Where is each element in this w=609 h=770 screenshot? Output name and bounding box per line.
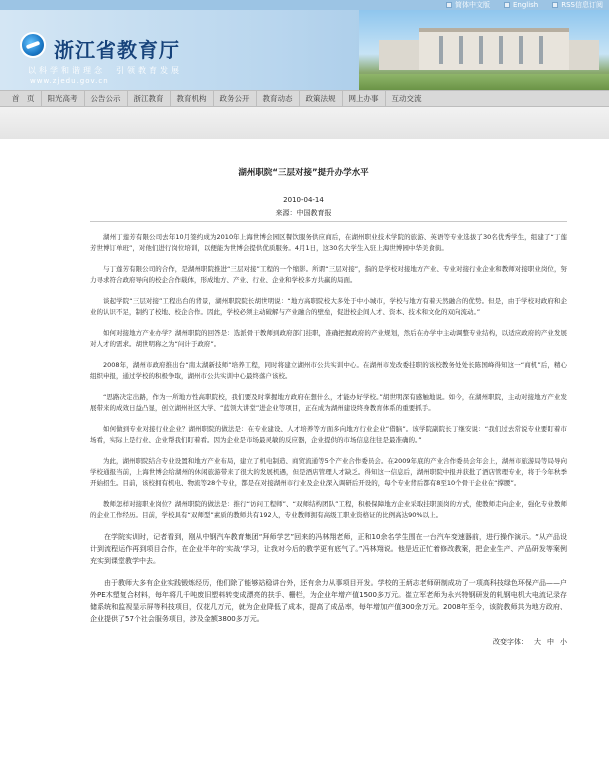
article-paragraph: 由于教师大多有企业实践锻炼经历，他们除了能够站稳讲台外，还有余力从事项目开发。学校的王炳志老师研制成功了一项高科技绿色环保产品——户外PE木塑复合材料，每年将几千吨废旧塑料转变成漂亮的扶手、栅栏，为企业年增产值1500多万元。崔立军老师为永兴特钢研发的轧钢电机大电流记录存储系统和监视显示屏等科技项目，仅花几万元，就为企业降低了成本，提高了成品率，每年增加产值300余万元。2008年至今，该院教师共为地方政府、企业提供了57个社会服务项目，涉及金额3800多万元。: [90, 579, 567, 623]
font-size-large-link[interactable]: 大: [534, 638, 541, 646]
building-window: [439, 36, 443, 64]
site-url: www.zjedu.gov.cn: [30, 77, 109, 85]
article: [0, 166, 609, 646]
top-link-label: RSS信息订阅: [561, 1, 603, 9]
divider: [90, 221, 567, 222]
font-size-small-link[interactable]: 小: [560, 638, 567, 646]
nav-item-institutions[interactable]: 教育机构: [171, 91, 214, 106]
top-link-label: 简体中文版: [454, 1, 490, 9]
site-banner: [0, 10, 609, 90]
rss-icon: [552, 2, 558, 8]
article-paragraph: 教师怎样对接职业岗位？湖州职院的做法是：推行“访问工程师”、“双师结构团队”工程，积极保障地方企业采取挂职顶岗的方式，使教师走向企业，强化专业教师的企业工作经历。目前，学校具有“双师型”素质的教师共有192人，专业教师拥有高级工职业资格证的比例高达90%以上。: [90, 500, 567, 519]
article-source: 来源：中国教育报: [275, 209, 332, 217]
font-size-switcher: [493, 637, 567, 647]
top-links: [446, 0, 603, 10]
article-paragraph: 2008年，湖州市政府推出台“南太湖新技师”培养工程，同时将建立湖州市公共实训中心。在湖州市发改委挂职的该校教务处处长陈国峰得知这一“商机”后，精心组织申报，通过学校的积极争取，湖州市公共实训中心最终落户该校。: [90, 361, 567, 380]
square-icon: [446, 2, 452, 8]
building-window: [539, 36, 543, 64]
building-window: [519, 36, 523, 64]
nav-item-online-services[interactable]: 网上办事: [343, 91, 386, 106]
building-lawn: [359, 74, 609, 90]
font-size-medium-link[interactable]: 中: [547, 638, 554, 646]
nav-item-home[interactable]: 首 页: [6, 91, 42, 106]
content-header-band: [0, 107, 609, 139]
top-link-rss[interactable]: [552, 0, 603, 10]
building-wing: [379, 40, 419, 70]
article-paragraph: 在学院实训时，记者看到，刚从中钢汽车教育集团“拜师学艺”回来的冯林翔老师，正和10余名学生围在一台汽车变速器前，进行操作演示。“从产品设计到流程运作再到项目合作，在企业半年的‘实战’学习，让我对今后的教学更有底气了。”冯林翔说。他是近正忙着修改教案，把企业生产、产品研发等案例充实到课堂教学中去。: [90, 533, 567, 565]
article-paragraph: 与丁莲芳有限公司的合作，是湖州职院推进“三层对接”工程的一个缩影。所谓“三层对接”，指的是学校对接地方产业、专业对接行业企业和教师对接职业岗位，努力寻求符合政府导向的校企合作载体，形成地方、产业、行业、企业和学校多方共赢的局面。: [90, 265, 567, 284]
nav-item-interaction[interactable]: 互动交流: [391, 94, 422, 103]
top-link-simplified-chinese[interactable]: [446, 0, 490, 10]
building-window: [479, 36, 483, 64]
banner-building-photo: [359, 10, 609, 90]
article-paragraph: 为此，湖州职院结合专业设置和地方产业布局，建立了机电制造、商贸流通等5个产业合作委员会。在2009年底的产业合作委员会年会上，湖州市旅游局等局导向学校通报当前，上海世博会给湖州的休闲旅游带来了很大的发展机遇，但是酒店管理人才缺乏。得知这一信息后，湖州职院中报并获批了酒店管理专业，将于今年秋季开始招生。目前，该校拥有机电、物流等28个专业，都是在对接湖州市行业及企业深入调研后开设的，每个专业背后都有8至10个骨干企业在“撑腰”。: [90, 457, 567, 487]
nav-item-government-affairs[interactable]: 政务公开: [214, 91, 257, 106]
nav-item-zhejiang-education[interactable]: 浙江教育: [128, 91, 171, 106]
site-logo[interactable]: [20, 32, 46, 58]
article-paragraph: 谈起学院“三层对接”工程出台的背景，湖州职院院长胡世明说：“地方高职院校大多处于中小城市，学校与地方有着天然融合的优势。但是，由于学校对政府和企业的认识不足，制约了校地、校企合作。因此，学校必须主动破解与产业融合的壁垒，促进校企间人才、资本、技术和文化的双向流动。”: [90, 297, 567, 316]
article-title: 湖州职院“三层对接”提升办学水平: [238, 168, 369, 178]
site-title: 浙江省教育厅: [54, 38, 180, 62]
article-paragraph: 湖州丁莲芳有限公司去年10月签约成为2010年上海世博会园区餐饮服务供应商后，在湖州职业技术学院的旅游、英语等专业选拔了30名优秀学生，组建了“丁莲芳世博订单班”，对他们进行岗位培训，以便能为世博会提供优质服务。4月1日，这30名大学生入驻上海世博园中华美食街。: [90, 233, 567, 252]
nav-item-announcements[interactable]: 公告公示: [85, 91, 128, 106]
square-icon: [504, 2, 510, 8]
site-slogan: 以科学和谐理念 引领教育发展: [28, 66, 182, 75]
building-window: [459, 36, 463, 64]
article-paragraph: 如何对接地方产业办学？湖州职院的回答是：选派骨干教师到政府部门挂职，准确把握政府的产业规划，然后在办学中主动调整专业结构，以适应政府的产业发展对人才的需求。胡世明称之为“问计于政府”。: [90, 329, 567, 348]
article-date: 2010-04-14: [283, 196, 324, 204]
article-paragraph: “思路决定出路，作为一所地方性高职院校，我们要及时掌握地方政府在想什么，才能办好学校。”胡世明深有感触地说。如今，在湖州职院，主动对接地方产业发展带来的成效日益凸显，创立湖州社区大学、“蓝领大讲堂”进企业等项目，正在成为湖州建设终身教育体系的重要抓手。: [90, 393, 567, 412]
font-size-label: 改变字体：: [493, 638, 528, 646]
nav-item-policies[interactable]: 政策法规: [300, 91, 343, 106]
top-bar: [0, 0, 609, 10]
nav-item-education-news[interactable]: 教育动态: [257, 91, 300, 106]
building-window: [499, 36, 503, 64]
top-link-english[interactable]: [504, 0, 538, 10]
main-nav: [0, 90, 609, 107]
article-paragraph: 如何做到专业对接行业企业？湖州职院的做法是：在专业建设、人才培养等方面多向地方行业企业“借脑”。该学院副院长丁继安说：“我们过去常说专业要盯着市场看，实际上是行业、企业帮我们盯着看。因为企业是市场最灵敏的反应器，企业提供的市场信息往往是最准确的。”: [90, 425, 567, 444]
top-link-label: English: [512, 1, 539, 9]
nav-item-gaokao[interactable]: 阳光高考: [42, 91, 85, 106]
